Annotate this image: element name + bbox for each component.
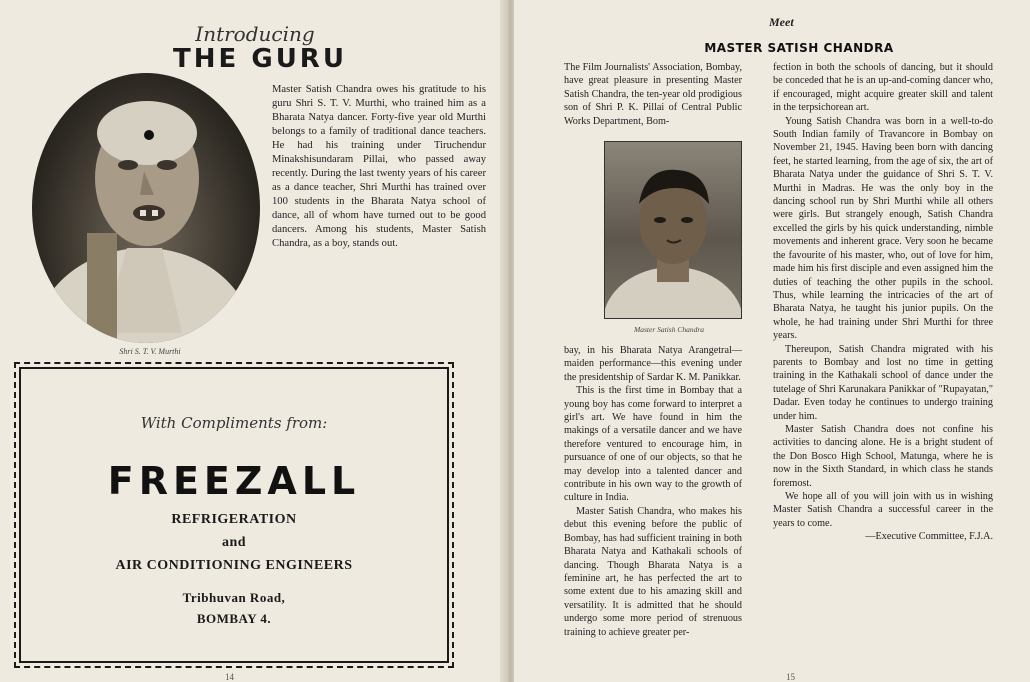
article-column-1 xyxy=(564,344,742,639)
article-paragraph: bay, in his Bharata Natya Arangetral— maiden performance—this evening under the presidentship of Sardar K. M. Panikkar. xyxy=(564,345,742,383)
article-paragraph: This is the first time in Bombay that a young boy has come forward to interpret a girl's art. We have found in him the makings of a versatile dancer and we have therefore ventured to encourage him, in pursuance of one of our objects, so that he may develop into a talented dancer and contribute in his own way to the growth of culture in India. xyxy=(564,385,742,504)
ad-address-city: BOMBAY 4. xyxy=(196,611,272,626)
page-number-right: 15 xyxy=(786,672,795,682)
intro-label: Introducing xyxy=(195,22,315,46)
article-column-2 xyxy=(773,61,993,544)
satish-chandra-photo xyxy=(604,141,742,319)
ad-line-engineers: AIR CONDITIONING ENGINEERS xyxy=(115,558,353,573)
ad-line-refrigeration: REFRIGERATION xyxy=(171,512,297,527)
article-paragraph: fection in both the schools of dancing, but it should be conceded that he is an up-and-coming dancer who, if encouraged, might acquire greater skill and talent in the terpsichorean art. xyxy=(773,62,993,114)
article-paragraph: Thereupon, Satish Chandra migrated with his parents to Bombay and lost no time in getting training in the Kathakali school of dance under the tutelage of Shri Karunakara Panikkar of "Rupayatan," Dadar. Even today he continues to undergo training under him. xyxy=(773,343,993,422)
boy-photo-illustration xyxy=(605,142,741,318)
photo-caption: Master Satish Chandra xyxy=(633,325,704,334)
guru-bio: Master Satish Chandra owes his gratitude to his guru Shri S. T. V. Murthi, who trained him as a Bharata Natya dancer. Forty-five year old Murthi belongs to a family of traditional dance teachers. He had his training under Tiruchendur Minakshisundaram Pillai, who passed away recently. During the last twenty years of his career as a dance teacher, Shri Murthi has trained over 100 students in the Bharata Natya school of dance, all of whom have turned out to be good dancers. Among his students, Master Satish Chandra, as a boy, stands out. xyxy=(272,84,486,249)
page-number-left: 14 xyxy=(225,672,234,682)
article-paragraph: We hope all of you will join with us in wishing Master Satish Chandra a successful career in the years to come. xyxy=(773,491,993,529)
article-paragraph: Master Satish Chandra, who makes his debut this evening before the public of Bombay, has had sufficient training in both Bharata Natya and Kathakali schools of dancing. Though Bharata Natya is a feminine art, he has perfected the art to some extent due to his amazing skill and versatility. It is admitted that he should undergo some more period of strenuous training to achieve greater per- xyxy=(564,505,742,638)
article-title: MASTER SATISH CHANDRA xyxy=(704,41,894,55)
article-signature: —Executive Committee, F.J.A. xyxy=(865,531,993,543)
article-paragraph: Young Satish Chandra was born in a well-to-do South Indian family of Travancore in Bombay on November 21, 1945. Having been born with dancing feet, he started learning, from the age of six, the art of Bharata Natya under the guidance of Shri S. T. V. Murthi in Madras. He was the only boy in the dancing school run by Shri Murthi while all others were girls. But strangely enough, Satish Chandra excelled the girls by his quick understanding, nimble movements and inherent grace. Very soon he became the favourite of his master, who, out of love for him, made him his first disciple and even assigned him the duties of teaching the other pupils in the school. Thus, while learning the intricacies of the art of Bharata Natya, he taught his junior pupils. On the whole, he had training under Shri Murthi for three years. xyxy=(773,115,993,342)
guru-title: THE GURU xyxy=(173,44,347,74)
meet-label: Meet xyxy=(769,15,794,29)
freezall-advertisement xyxy=(14,362,454,668)
left-page xyxy=(0,0,505,682)
article-intro-paragraph: The Film Journalists' Association, Bombay, have great pleasure in presenting Master Satish Chandra, the ten-year old prodigious son of Shri P. K. Pillai of Central Public Works Department, Bom- xyxy=(564,62,742,127)
ad-brand-name: FREEZALL xyxy=(107,459,361,503)
guru-portrait xyxy=(32,73,260,343)
right-page xyxy=(514,0,1030,682)
guru-portrait-illustration xyxy=(32,73,260,343)
article-paragraph: Master Satish Chandra does not confine his activities to dancing alone. He is a bright student of the Don Bosco High School, Matunga, where he is now in the Sixth Standard, in which class he stands foremost. xyxy=(773,423,993,489)
portrait-caption: Shri S. T. V. Murthi xyxy=(119,347,181,356)
ad-compliments: With Compliments from: xyxy=(140,414,328,432)
ad-address-road: Tribhuvan Road, xyxy=(182,590,286,605)
ad-line-and: and xyxy=(221,535,247,550)
